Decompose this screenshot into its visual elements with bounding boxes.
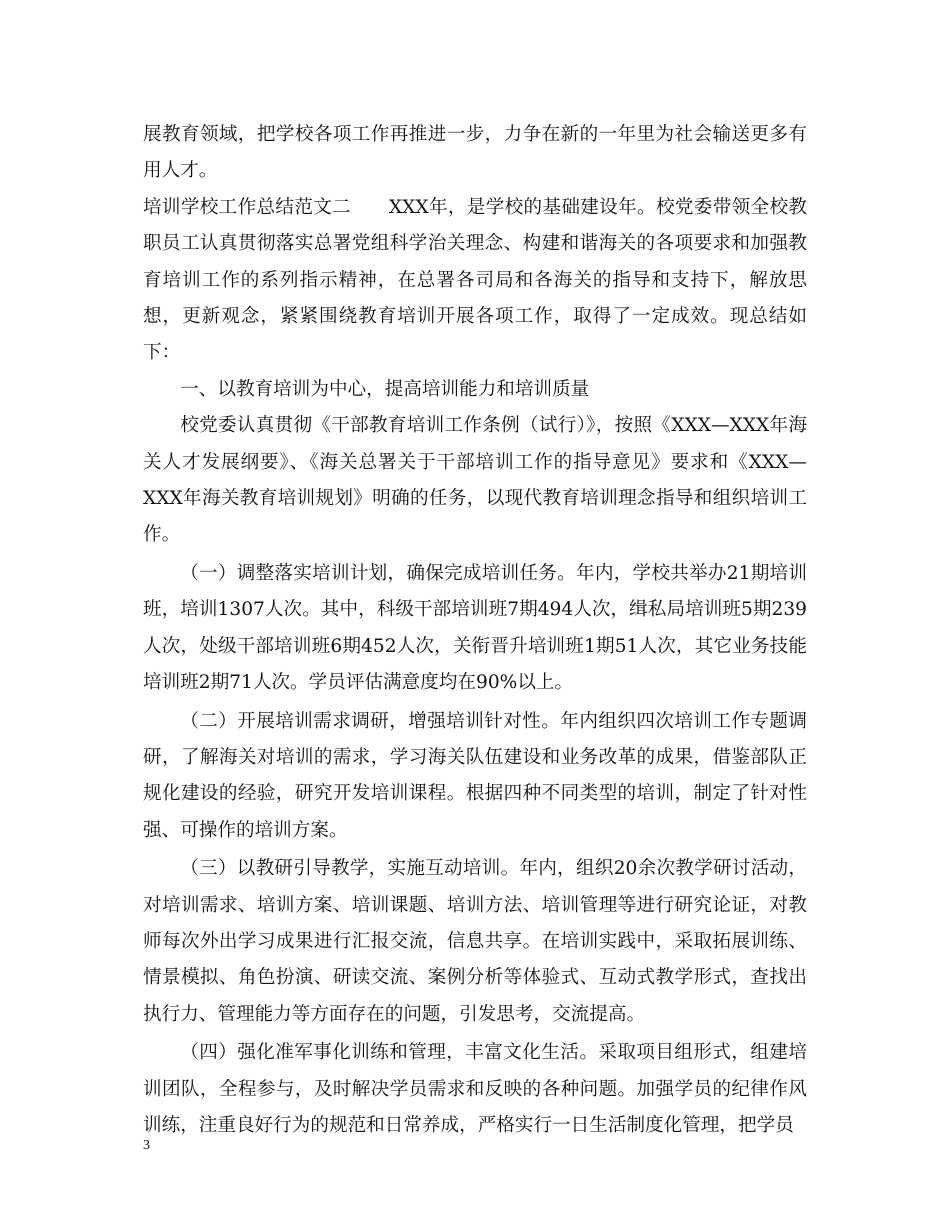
paragraph-item-4: （四）强化准军事化训练和管理，丰富文化生活。采取项目组形式，组建培训团队，全程参与，及时解决学员需求和反映的各种问题。加强学员的纪律作风训练，注重良好行为的规范和日常养成，严格实行一日生活制度化管理，把学员 [143,1042,807,1136]
paragraph-item-3: （三）以教研引导教学，实施互动培训。年内，组织20余次教学研讨活动，对培训需求、培训方案、培训课题、培训方法、培训管理等进行研究论证，对教师每次外出学习成果进行汇报交流，信息共享。在培训实践中，采取拓展训练、情景模拟、角色扮演、研读交流、案例分析等体验式、互动式教学形式，查找出执行力、管理能力等方面存在的问题，引发思考，交流提高。 [143,858,807,1025]
paragraph-section-title: 培训学校工作总结范文二 XXX年，是学校的基础建设年。校党委带领全校教职员工认真贯彻落实总署党组科学治关理念、构建和谐海关的各项要求和加强教育培训工作的系列指示精神，在总署各司局和各海关的指导和支持下，解放思想，更新观念，紧紧围绕教育培训开展各项工作，取得了一定成效。现总结如下： [143,196,807,364]
paragraph-item-2: （二）开展培训需求调研，增强培训针对性。年内组织四次培训工作专题调研，了解海关对培训的需求，学习海关队伍建设和业务改革的成果，借鉴部队正规化建设的经验，研究开发培训课程。根据四种不同类型的培训，制定了针对性强、可操作的培训方案。 [143,710,807,841]
document-body [143,117,807,1144]
paragraph-item-1: （一）调整落实培训计划，确保完成培训任务。年内，学校共举办21期培训班，培训1307人次。其中，科级干部培训班7期494人次，缉私局培训班5期239人次，处级干部培训班6期452人次，关衔晋升培训班1期51人次，其它业务技能培训班2期71人次。学员评估满意度均在90%以上。 [143,562,807,694]
heading-section-1: 一、以教育培训为中心，提高培训能力和培训质量 [180,378,590,400]
paragraph-continuation: 展教育领域，把学校各项工作再推进一步，力争在新的一年里为社会输送更多有用人才。 [143,124,807,182]
paragraph-intro: 校党委认真贯彻《干部教育培训工作条例（试行）》，按照《XXX—XXX年海关人才发展纲要》、《海关总署关于干部培训工作的指导意见》要求和《XXX—XXX年海关教育培训规划》明确的任务，以现代教育培训理念指导和组织培训工作。 [143,415,807,546]
page-number: 3 [143,1138,150,1153]
